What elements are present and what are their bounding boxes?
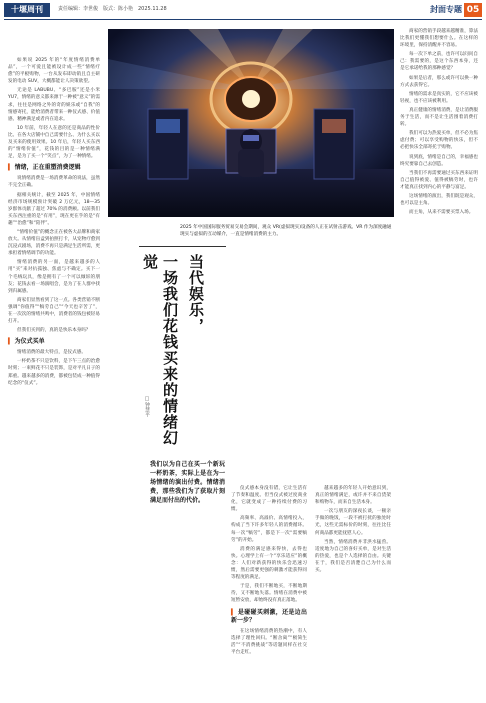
- headline-line-2: 一场我们花钱买来的情绪幻觉: [141, 254, 179, 446]
- lead-intro: 我们以为自己在买一个新玩一杯奶茶，实际上是在为一场情绪的演出付费。情绪消费，那些我们为了获取片刻满足而付出的代价。: [150, 461, 225, 504]
- paragraph: 如果是后者，那么或许可以换一种方式去获得它。: [400, 75, 478, 88]
- feature-photo: [108, 29, 394, 217]
- header-rule: [4, 19, 482, 20]
- article-column-1: [8, 57, 100, 389]
- paragraph: 如果说 2025 年的“年度情绪消费单品”，一个可爱且能被设计成一些“情绪疗愈”的平板购物，一台从发布即动销且自主研发的电动 SUV，大概都能让人决策欲望。: [8, 58, 100, 85]
- paragraph: 说情绪消费是一场消费革命的说法，虽然不完全正确。: [8, 176, 100, 189]
- subheading: ▍ 情绪，正在重塑消费逻辑: [8, 164, 81, 172]
- byline: □钟慧平: [144, 396, 150, 417]
- photo-caption: 2025 年中国国际服务贸易交易会期间，观众 VR(虚拟现实)设备的人正在试射击游戏。VR 作为深度融通现实与虚拟的互动媒介，一直是情绪消费的主力。: [180, 225, 392, 237]
- paragraph: 而主角，从来不需要买票入场。: [409, 210, 474, 216]
- subheading: ▍ 是碰碰买刺激，还是边出新一步？: [231, 608, 307, 624]
- editor-meta: 责任编辑：李世俊 版式：陈小艳 2025.11.28: [58, 6, 167, 12]
- paragraph: 但我们买到的，真的是快乐本身吗？: [17, 328, 91, 334]
- headline-line-1: 当代娱乐，: [187, 254, 205, 334]
- page-number: 05: [464, 3, 482, 17]
- section-name: 封面专题: [430, 5, 462, 14]
- masthead-brand: 十堰周刊: [4, 3, 50, 17]
- section-tag: [416, 3, 486, 17]
- paragraph: 真正健康的情绪消费，是让消费服务于生活，而不是让生活围着消费打转。: [400, 107, 478, 128]
- paragraph: “情绪价值”的概念正在被各大品牌和商家放大。从情绪盲盒到拍照打卡，从宠物疗愈到沉浸式剧场，消费不再只是满足生活所需，更承担着情绪调节的功能。: [8, 229, 100, 257]
- paragraph: 说到底，情绪是自己的，幸福感也终究要靠自己去创造。: [400, 154, 478, 167]
- paragraph: 商家的营销手段越来越精准，算法比我们更懂我们想要什么。在这样的环境里，保持清醒并不容易。: [400, 29, 478, 49]
- paragraph: 越来越多的年轻人开始意识到，真正的情绪满足，或许并不来自货架和购物车，而来自生活本身。: [315, 486, 391, 506]
- article-column-3: [315, 485, 391, 576]
- paragraph: 10 年前，年轻人在意的还是商品的性价比、在各大店铺中自己需要什么、为什么买以及买来的使用效果。10 年后，年轻人买东西的“情绪价值”，花钱的目的是一种情绪满足，是为了买一个“笑点”，为了一种情绪。: [8, 125, 100, 160]
- paragraph: 情绪消费的另一面，是越来越多的人用“买”来对抗孤独、焦虑与不确定。买下一个毛绒玩具，像是拥有了一个可以倾诉的朋友；花钱去看一场演唱会，是为了在人群中找到归属感。: [8, 260, 100, 294]
- bullet-arrow-icon: ▍: [231, 608, 236, 616]
- page-header: [0, 0, 486, 20]
- paragraph: 每一次下单之前，也许可以问问自己：我需要的，是这个东西本身，还是它承诺给我的那种感觉？: [400, 52, 478, 72]
- paragraph: 当然，情绪消费并非洪水猛兽。适度地为自己的喜好买单，是对生活的热爱，也是个人选择的自由。关键在于，我们是否清楚自己为什么而买。: [315, 539, 391, 574]
- paragraph: 这场情绪的演出，我们既是观众，也可以是主角。: [400, 193, 478, 207]
- subheading: ▍ 为仪式买单: [8, 338, 45, 346]
- article-column-2: [231, 485, 307, 658]
- paragraph: 仪式感本身没有错，它让生活有了节奏和温度。但当仪式被过度商业化，它就变成了一种持续付费的习惯。: [231, 486, 307, 513]
- paragraph: 我们可以为热爱买单，但不必为焦虑付费；可以享受购物的快乐，但不必把快乐全部寄托于购物。: [400, 131, 478, 151]
- paragraph: 一杯奶茶不只是饮料，是下午三点的治愈时刻；一束鲜花不只是装饰，是对平凡日子的郑重。越来越多的消费，都被包装成一种值得纪念的“仪式”。: [8, 359, 100, 386]
- paragraph: 情绪消费的最大特点，是仪式感。: [17, 350, 86, 356]
- paragraph: 当我们不再需要通过买东西来证明自己值得被爱、值得被犒劳时，也许才能真正找到内心的平静与富足。: [400, 170, 478, 190]
- paragraph: 商家们显然看到了这一点。各类营销不断强调“你值得”“犒劳自己”“今天也辛苦了”，在一次次的情绪共鸣中，消费者的钱包被轻易打开。: [8, 297, 100, 325]
- paragraph: 消费的满足感来得快，去得也快。心理学上有一个“享乐适应”的概念：人们对新获得的快乐会迅速习惯，然后需要更强的刺激才能获得同等程度的满足。: [231, 546, 307, 581]
- paragraph: 据相关统计，截至 2025 年，中国情绪经济市场规模预计突破 2 万亿元，18—35 岁群体贡献了超过 70% 的消费额。以前我们买东西注重的是“有用”，现在更在乎的是“有趣”“治愈”和“陪伴”。: [8, 192, 100, 226]
- paragraph: 无论是 LABUBU、“多巴胺”还是小米 YU7，情绪的意义都来源于一种被“意义”的需求，往往是网络之外的奇的娱乐或“自我”的情感寄托，能给消费者带来一种仪式感、价值感、精神满足或者内在追求。: [8, 88, 100, 122]
- paragraph: 高频率、高溢价、高情绪投入，构成了当下许多年轻人的消费循环。每一次“犒劳”，都是下一次“需要犒劳”的开始。: [231, 516, 307, 543]
- paragraph: 于是，我们不断地买，不断地期待，又不断地失落。情绪在消费中被短暂安放，却始终没有真正落地。: [231, 584, 307, 604]
- bullet-arrow-icon: ▍: [8, 338, 13, 346]
- headline-block: [140, 246, 225, 456]
- paragraph: 情绪的需求是真实的，它不应该被轻视，也不应该被利用。: [400, 91, 478, 104]
- paragraph: 一次与朋友的深夜长谈，一顿亲手做的晚饭，一段不被打扰的独处时光，这些无需标价的时刻，往往比任何商品都更能抚慰人心。: [315, 509, 391, 536]
- paragraph: 在这场情绪消费的热潮中，有人选择了理性回归。“断舍离”“极简生活”“不消费挑战”等话题同样在社交平台走红。: [231, 628, 307, 655]
- bullet-arrow-icon: ▍: [8, 164, 13, 172]
- vr-arcade-photo: [108, 29, 394, 217]
- article-column-4: [400, 28, 478, 218]
